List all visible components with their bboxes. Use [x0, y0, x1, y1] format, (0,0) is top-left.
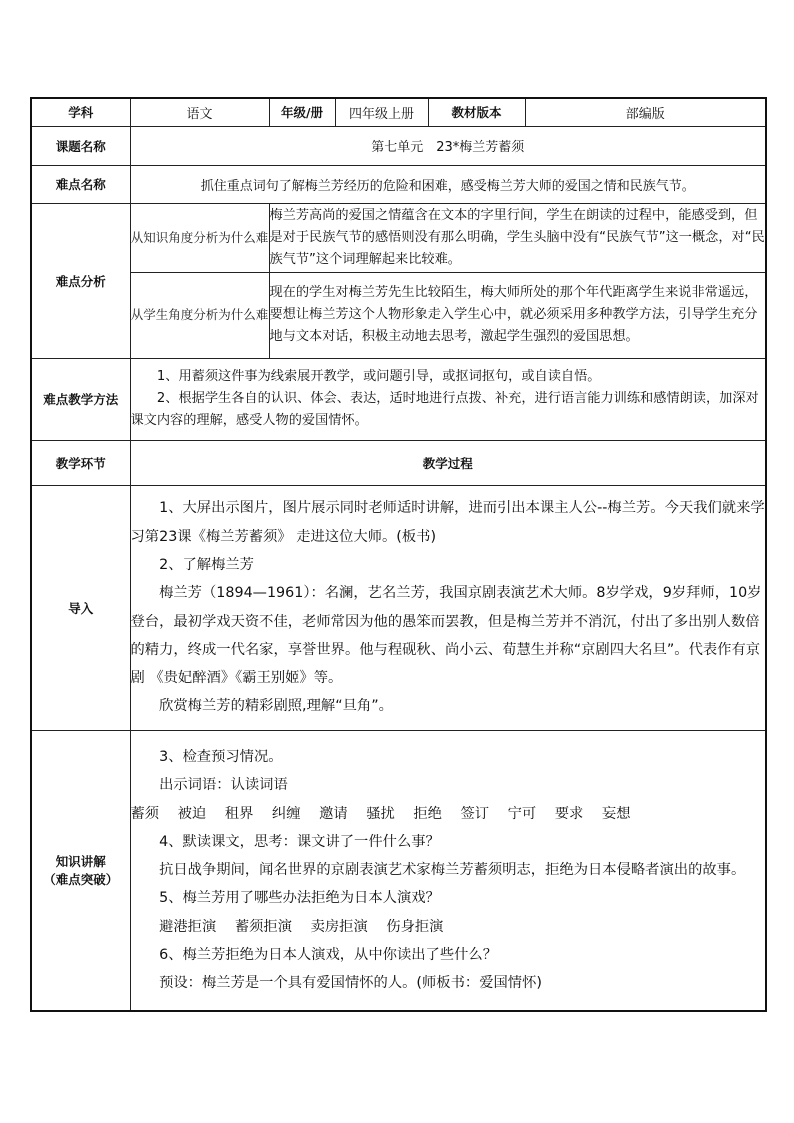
process-header-row [31, 440, 766, 485]
intro-paragraph-1: 1、大屏出示图片，图片展示同时老师适时讲解，进而引出本课主人公--梅兰芳。今天我们就来学习第23课《梅兰芳蓄须》 走进这位大师。(板书) [130, 500, 765, 545]
knowledge-content [130, 730, 766, 1011]
student-angle-text [269, 272, 766, 358]
knowledge-label-main: 知识讲解 [55, 854, 106, 870]
vocab-word: 租界 [224, 805, 254, 822]
grade-value: 四年级上册 [335, 98, 428, 126]
student-angle-label: 从学生角度分析为什么难 [130, 272, 269, 358]
knowledge-angle-text [269, 203, 766, 272]
vocab-word: 骚扰 [366, 805, 395, 822]
topic-value: 第七单元 23*梅兰芳蓄须 [130, 126, 766, 165]
topic-label: 课题名称 [31, 126, 130, 165]
intro-paragraph-4: 欣赏梅兰芳的精彩剧照,理解“旦角”。 [159, 698, 393, 715]
knowledge-label-sub: （难点突破） [43, 872, 119, 888]
knowledge-angle-paragraph: 梅兰芳高尚的爱国之情蕴含在文本的字里行间，学生在朗读的过程中，能感受到，但是对于民族气节的感悟则没有那么明确，学生头脑中没有“民族气节”这一概念，对“民族气节”这个词理解起来比较难。 [269, 207, 765, 267]
difficulty-value: 抓住重点词句了解梅兰芳经历的危险和困难，感受梅兰芳大师的爱国之情和民族气节。 [130, 165, 766, 203]
difficulty-row [31, 165, 766, 203]
intro-label: 导入 [31, 485, 130, 730]
vocab-word: 要求 [554, 805, 584, 822]
way-item: 避港拒演 [159, 918, 217, 935]
way-item: 卖房拒演 [310, 918, 368, 935]
subject-label: 学科 [31, 98, 130, 126]
process-label: 教学过程 [130, 440, 766, 485]
topic-row [31, 126, 766, 165]
knowledge-p5: 5、梅兰芳用了哪些办法拒绝为日本人演戏？ [159, 890, 440, 907]
intro-content [130, 485, 766, 730]
knowledge-p4: 抗日战争期间，闻名世界的京剧表演艺术家梅兰芳蓄须明志，拒绝为日本侵略者演出的故事。 [159, 862, 746, 879]
vocab-word: 邀请 [319, 805, 348, 822]
vocab-list [131, 800, 766, 828]
analysis-label: 难点分析 [31, 203, 130, 358]
method-line-2: 2、根据学生各自的认识、体会、表达，适时地进行点拨、补充，进行语言能力训练和感情朗读，加深对课文内容的理解，感受人物的爱国情怀。 [130, 391, 759, 428]
edition-label: 教材版本 [428, 98, 525, 126]
vocab-word: 被迫 [177, 805, 207, 822]
grade-label: 年级/册 [269, 98, 335, 126]
subject-value: 语文 [130, 98, 269, 126]
vocab-word: 纠缠 [271, 805, 301, 822]
knowledge-p6: 6、梅兰芳拒绝为日本人演戏，从中你读出了些什么？ [159, 946, 498, 963]
vocab-word: 宁可 [507, 805, 537, 822]
knowledge-angle-label: 从知识角度分析为什么难 [130, 203, 269, 272]
vocab-word: 签订 [460, 805, 490, 822]
analysis-row-student [31, 272, 766, 358]
ways-list [131, 913, 766, 941]
method-line-1: 1、用蓄须这件事为线索展开教学，或问题引导，或抠词抠句，或自读自悟。 [156, 369, 601, 384]
method-label: 难点教学方法 [31, 358, 130, 440]
vocab-word: 蓄须 [130, 805, 160, 822]
intro-paragraph-3: 梅兰芳（1894—1961）：名澜，艺名兰芳，我国京剧表演艺术大师。8岁学戏，9岁拜师，10岁登台，最初学戏天资不佳，老师常因为他的愚笨而罢教，但是梅兰芳并不消沉，付出了多出别人数倍的精力，终成一代名家，享誉世界。他与程砚秋、尚小云、荀慧生并称“京剧四大名旦”。代表作有京剧 《贵妃醉酒》《霸王别姬》等。 [130, 585, 762, 687]
knowledge-row [31, 730, 766, 1011]
way-item: 伤身拒演 [386, 918, 444, 935]
student-angle-paragraph: 现在的学生对梅兰芳先生比较陌生，梅大师所处的那个年代距离学生来说非常遥远，要想让梅兰芳这个人物形象走入学生心中，就必须采用多种教学方法，引导学生充分地与文本对话，积极主动地去思考，激起学生强烈的爱国思想。 [269, 285, 758, 344]
lesson-plan-table [30, 97, 767, 1012]
stage-label: 教学环节 [31, 440, 130, 485]
intro-paragraph-2: 2、了解梅兰芳 [159, 556, 254, 573]
vocab-word: 拒绝 [413, 805, 442, 822]
edition-value: 部编版 [525, 98, 766, 126]
difficulty-label: 难点名称 [31, 165, 130, 203]
knowledge-p7: 预设：梅兰芳是一个具有爱国情怀的人。(师板书：爱国情怀) [159, 975, 542, 992]
way-item: 蓄须拒演 [234, 918, 293, 935]
knowledge-p2: 出示词语：认读词语 [159, 777, 288, 794]
method-content [130, 358, 766, 440]
knowledge-p3: 4、默读课文，思考：课文讲了一件什么事？ [159, 833, 440, 850]
vocab-word: 妄想 [601, 805, 631, 822]
header-row [31, 98, 766, 126]
knowledge-p1: 3、检查预习情况。 [159, 748, 283, 765]
analysis-row-knowledge [31, 203, 766, 272]
method-row [31, 358, 766, 440]
knowledge-label [31, 730, 130, 1011]
intro-row [31, 485, 766, 730]
